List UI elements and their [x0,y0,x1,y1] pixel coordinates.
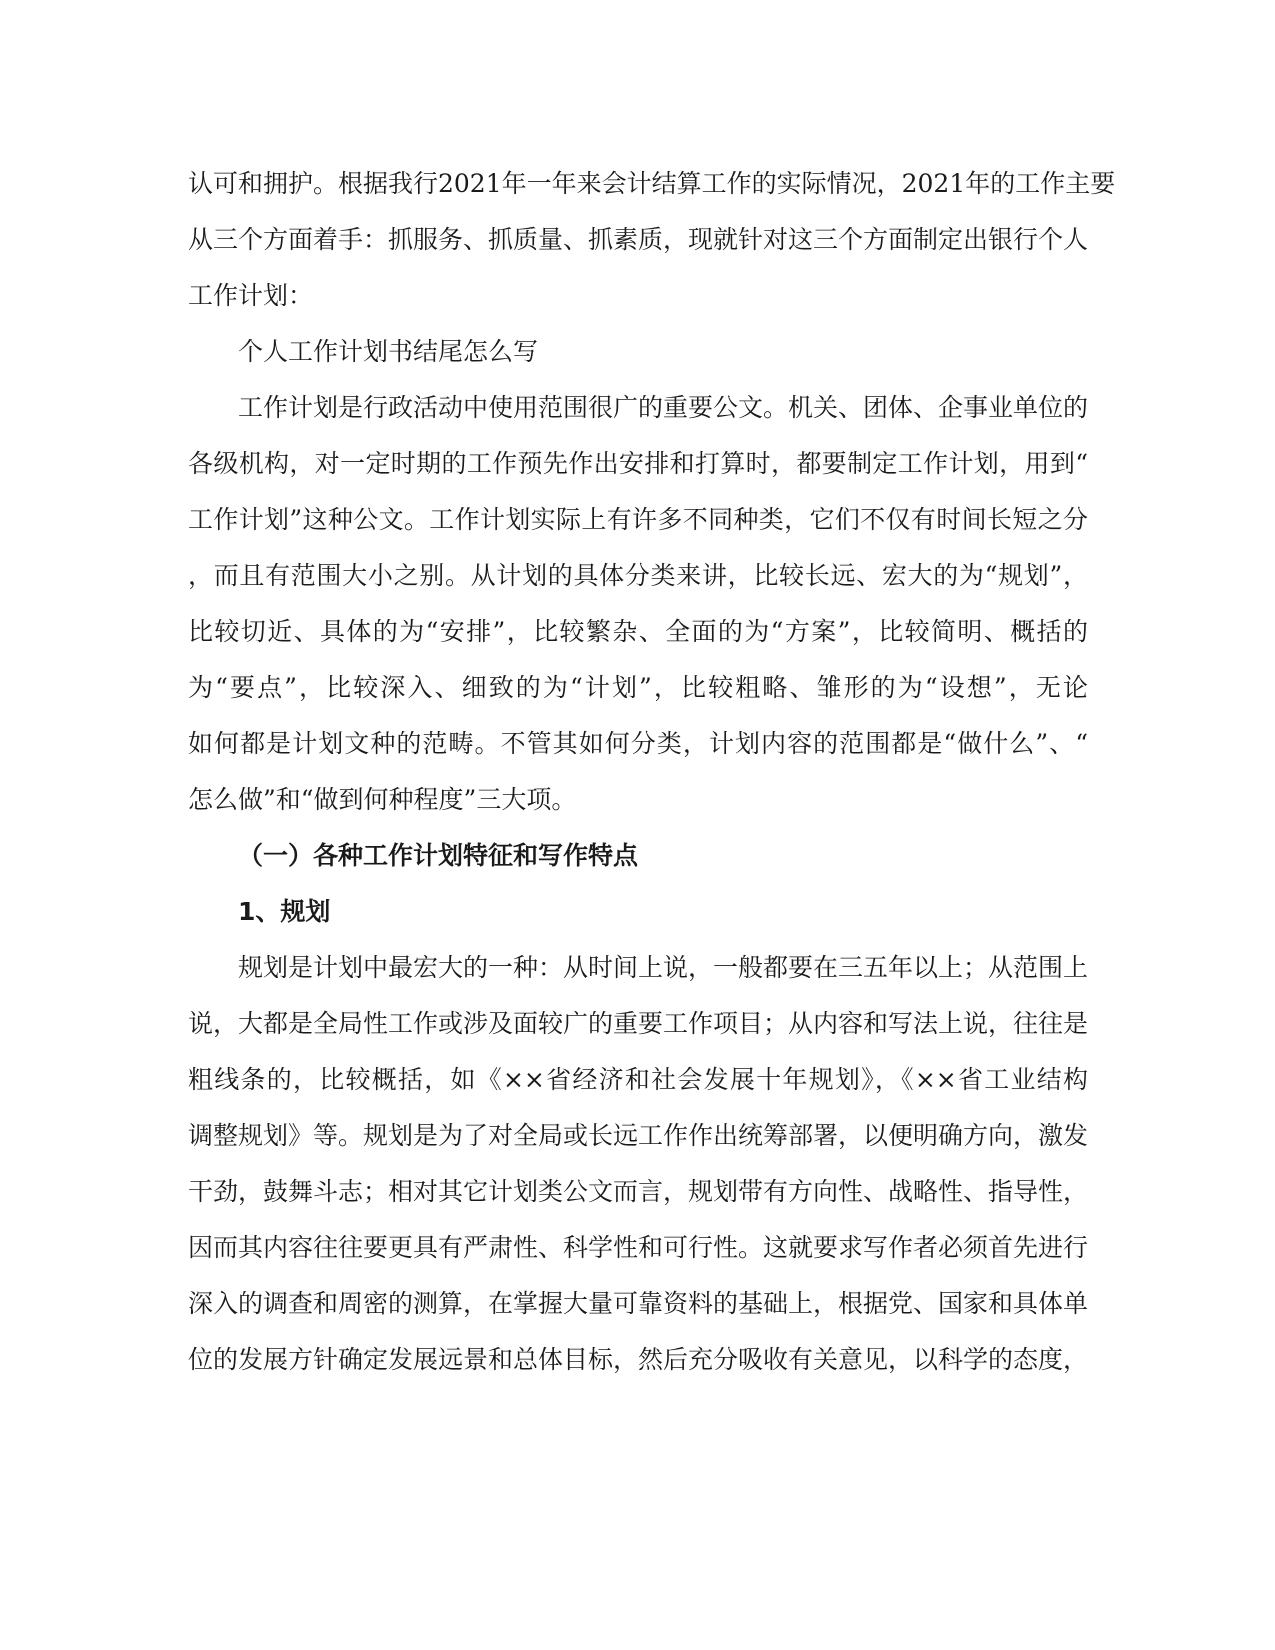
body-line: 从三个方面着手：抓服务、抓质量、抓素质，现就针对这三个方面制定出银行个人 [188,225,1089,254]
body-line: 工作计划”这种公文。工作计划实际上有许多不同种类，它们不仅有时间长短之分 [188,505,1088,534]
body-line: 因而其内容往往要更具有严肃性、科学性和可行性。这就要求写作者必须首先进行 [188,1233,1089,1262]
body-line: 比较切近、具体的为“安排”，比较繁杂、全面的为“方案”，比较简明、概括的 [188,617,1088,646]
body-line: 认可和拥护。根据我行2021年一年来会计结算工作的实际情况，2021年的工作主要 [188,169,1116,198]
body-line: ，而且有范围大小之别。从计划的具体分类来讲，比较长远、宏大的为“规划”， [188,561,1088,590]
subsection-heading: （一）各种工作计划特征和写作特点 [238,841,639,870]
body-line: 各级机构，对一定时期的工作预先作出安排和打算时，都要制定工作计划，用到“ [188,449,1088,478]
section-heading: 个人工作计划书结尾怎么写 [238,337,539,366]
body-line: 如何都是计划文种的范畴。不管其如何分类，计划内容的范围都是“做什么”、“ [188,729,1088,758]
body-line: 为“要点”，比较深入、细致的为“计划”，比较粗略、雏形的为“设想”，无论 [188,673,1088,702]
body-line: 粗线条的，比较概括，如《××省经济和社会发展十年规划》，《××省工业结构 [188,1065,1088,1094]
body-line: 工作计划是行政活动中使用范围很广的重要公文。机关、团体、企事业单位的 [238,393,1089,422]
body-line: 深入的调查和周密的测算，在掌握大量可靠资料的基础上，根据党、国家和具体单 [188,1289,1089,1318]
body-line: 规划是计划中最宏大的一种：从时间上说，一般都要在三五年以上；从范围上 [238,953,1089,982]
body-line: 调整规划》等。规划是为了对全局或长远工作作出统筹部署，以便明确方向，激发 [188,1121,1089,1150]
body-line: 怎么做”和“做到何种程度”三大项。 [188,785,577,814]
body-line: 说，大都是全局性工作或涉及面较广的重要工作项目；从内容和写法上说，往往是 [188,1009,1089,1038]
item-heading: 1、规划 [238,897,331,926]
body-line: 位的发展方针确定发展远景和总体目标，然后充分吸收有关意见，以科学的态度， [188,1345,1089,1374]
body-line: 工作计划： [188,281,314,310]
body-line: 干劲，鼓舞斗志；相对其它计划类公文而言，规划带有方向性、战略性、指导性， [188,1177,1089,1206]
